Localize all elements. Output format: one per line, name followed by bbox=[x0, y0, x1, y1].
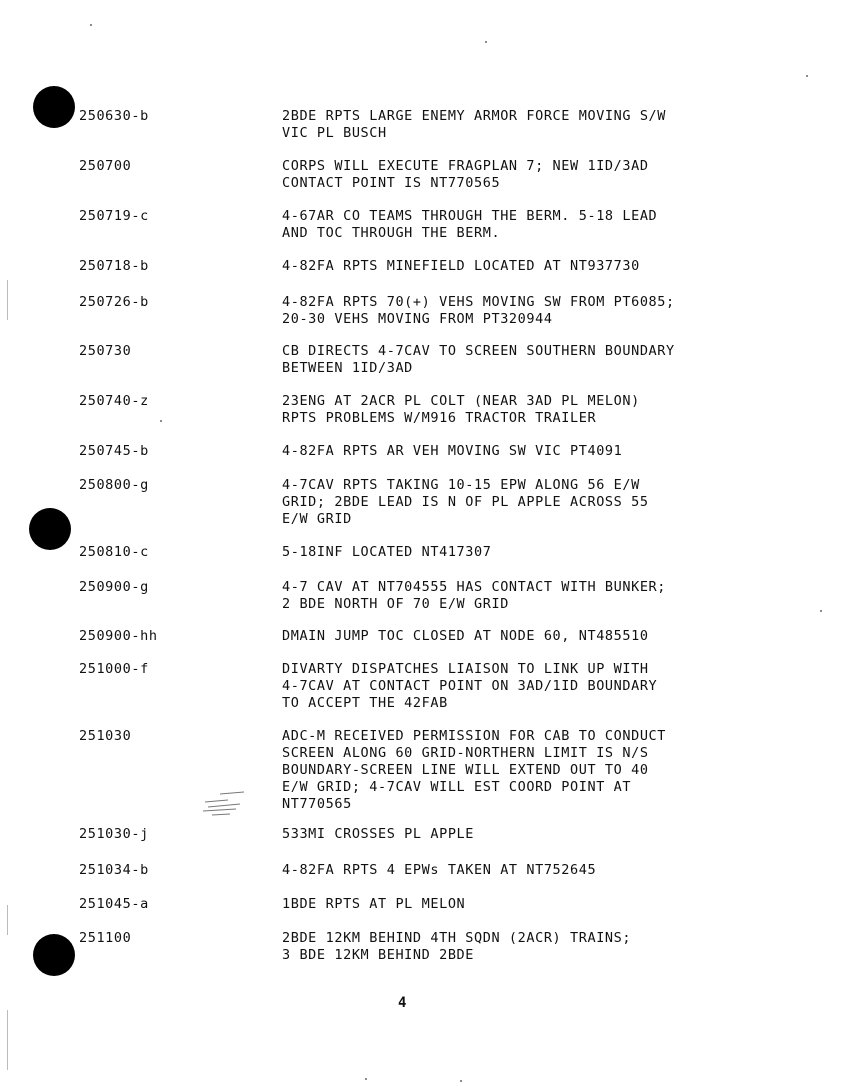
entry-time: 250740-z bbox=[79, 393, 149, 409]
entry-text bbox=[282, 728, 752, 813]
entry-text bbox=[282, 294, 752, 328]
entry-text bbox=[282, 393, 752, 427]
entry-text-line: DMAIN JUMP TOC CLOSED AT NODE 60, NT485510 bbox=[282, 628, 649, 644]
entry-text-line: 5-18INF LOCATED NT417307 bbox=[282, 544, 492, 560]
entry-text-line: 4-82FA RPTS AR VEH MOVING SW VIC PT4091 bbox=[282, 443, 623, 459]
entry-text-line: 4-82FA RPTS 4 EPWs TAKEN AT NT752645 bbox=[282, 862, 597, 878]
entry-time: 251045-a bbox=[79, 896, 149, 912]
margin-mark bbox=[7, 1010, 8, 1070]
entry-text bbox=[282, 930, 752, 964]
entry-time: 250719-c bbox=[79, 208, 149, 224]
entry-time: 250800-g bbox=[79, 477, 149, 493]
entry-text-line: BETWEEN 1ID/3AD bbox=[282, 360, 413, 376]
entry-text-line: 4-7CAV RPTS TAKING 10-15 EPW ALONG 56 E/W bbox=[282, 477, 640, 493]
entry-text bbox=[282, 896, 752, 913]
page-number: 4 bbox=[398, 995, 407, 1011]
entry-text-line: 4-7CAV AT CONTACT POINT ON 3AD/1ID BOUNDARY bbox=[282, 678, 658, 694]
entry-text-line: 4-82FA RPTS 70(+) VEHS MOVING SW FROM PT6085; bbox=[282, 294, 675, 310]
entry-text-line: CONTACT POINT IS NT770565 bbox=[282, 175, 501, 191]
entry-text bbox=[282, 544, 752, 561]
entry-text-line: SCREEN ALONG 60 GRID-NORTHERN LIMIT IS N/S bbox=[282, 745, 649, 761]
entry-text-line: AND TOC THROUGH THE BERM. bbox=[282, 225, 501, 241]
speck bbox=[90, 24, 92, 26]
entry-text-line: GRID; 2BDE LEAD IS N OF PL APPLE ACROSS 55 bbox=[282, 494, 649, 510]
entry-text bbox=[282, 443, 752, 460]
entry-text bbox=[282, 862, 752, 879]
entry-text-line: RPTS PROBLEMS W/M916 TRACTOR TRAILER bbox=[282, 410, 597, 426]
punch-hole-middle bbox=[29, 508, 71, 550]
entry-text-line: E/W GRID; 4-7CAV WILL EST COORD POINT AT bbox=[282, 779, 632, 795]
entry-text-line: 3 BDE 12KM BEHIND 2BDE bbox=[282, 947, 475, 963]
entry-text-line: E/W GRID bbox=[282, 511, 352, 527]
entry-text bbox=[282, 108, 752, 142]
entry-text-line: 23ENG AT 2ACR PL COLT (NEAR 3AD PL MELON) bbox=[282, 393, 640, 409]
entry-time: 251030 bbox=[79, 728, 132, 744]
margin-mark bbox=[7, 905, 8, 935]
entry-time: 250745-b bbox=[79, 443, 149, 459]
entry-time: 250718-b bbox=[79, 258, 149, 274]
entry-text-line: TO ACCEPT THE 42FAB bbox=[282, 695, 448, 711]
entry-time: 251100 bbox=[79, 930, 132, 946]
entry-time: 250700 bbox=[79, 158, 132, 174]
entry-text bbox=[282, 208, 752, 242]
entry-text-line: 1BDE RPTS AT PL MELON bbox=[282, 896, 466, 912]
entry-text-line: BOUNDARY-SCREEN LINE WILL EXTEND OUT TO 40 bbox=[282, 762, 649, 778]
entry-text bbox=[282, 343, 752, 377]
entry-text-line: 2BDE 12KM BEHIND 4TH SQDN (2ACR) TRAINS; bbox=[282, 930, 632, 946]
entry-time: 250810-c bbox=[79, 544, 149, 560]
scan-smudge bbox=[200, 780, 260, 820]
entry-time: 251000-f bbox=[79, 661, 149, 677]
entry-text-line: CORPS WILL EXECUTE FRAGPLAN 7; NEW 1ID/3AD bbox=[282, 158, 649, 174]
entry-text-line: CB DIRECTS 4-7CAV TO SCREEN SOUTHERN BOUNDARY bbox=[282, 343, 675, 359]
entry-text-line: 533MI CROSSES PL APPLE bbox=[282, 826, 475, 842]
entry-time: 250730 bbox=[79, 343, 132, 359]
entry-time: 250726-b bbox=[79, 294, 149, 310]
entry-time: 251030-j bbox=[79, 826, 149, 842]
entry-text-line: 20-30 VEHS MOVING FROM PT320944 bbox=[282, 311, 553, 327]
entry-text-line: VIC PL BUSCH bbox=[282, 125, 387, 141]
entry-text bbox=[282, 477, 752, 528]
entry-text-line: 4-7 CAV AT NT704555 HAS CONTACT WITH BUNKER; bbox=[282, 579, 667, 595]
speck bbox=[460, 1080, 462, 1082]
entry-time: 250900-g bbox=[79, 579, 149, 595]
entry-text bbox=[282, 158, 752, 192]
entry-time: 251034-b bbox=[79, 862, 149, 878]
speck bbox=[160, 420, 162, 422]
entry-text bbox=[282, 579, 752, 613]
entry-text-line: 2BDE RPTS LARGE ENEMY ARMOR FORCE MOVING S/W bbox=[282, 108, 667, 124]
margin-mark bbox=[7, 280, 8, 320]
speck bbox=[820, 610, 822, 612]
entry-text-line: 4-67AR CO TEAMS THROUGH THE BERM. 5-18 LEAD bbox=[282, 208, 658, 224]
speck bbox=[485, 41, 487, 43]
entry-text bbox=[282, 628, 752, 645]
punch-hole-bottom bbox=[33, 934, 75, 976]
speck bbox=[365, 1078, 367, 1080]
entry-text-line: 2 BDE NORTH OF 70 E/W GRID bbox=[282, 596, 509, 612]
entry-time: 250900-hh bbox=[79, 628, 158, 644]
entry-time: 250630-b bbox=[79, 108, 149, 124]
entry-text-line: 4-82FA RPTS MINEFIELD LOCATED AT NT937730 bbox=[282, 258, 640, 274]
entry-text-line: NT770565 bbox=[282, 796, 352, 812]
entry-text bbox=[282, 826, 752, 843]
entry-text bbox=[282, 258, 752, 275]
entry-text-line: ADC-M RECEIVED PERMISSION FOR CAB TO CONDUCT bbox=[282, 728, 667, 744]
speck bbox=[806, 75, 808, 77]
entry-text bbox=[282, 661, 752, 712]
punch-hole-top bbox=[33, 86, 75, 128]
entry-text-line: DIVARTY DISPATCHES LIAISON TO LINK UP WITH bbox=[282, 661, 649, 677]
